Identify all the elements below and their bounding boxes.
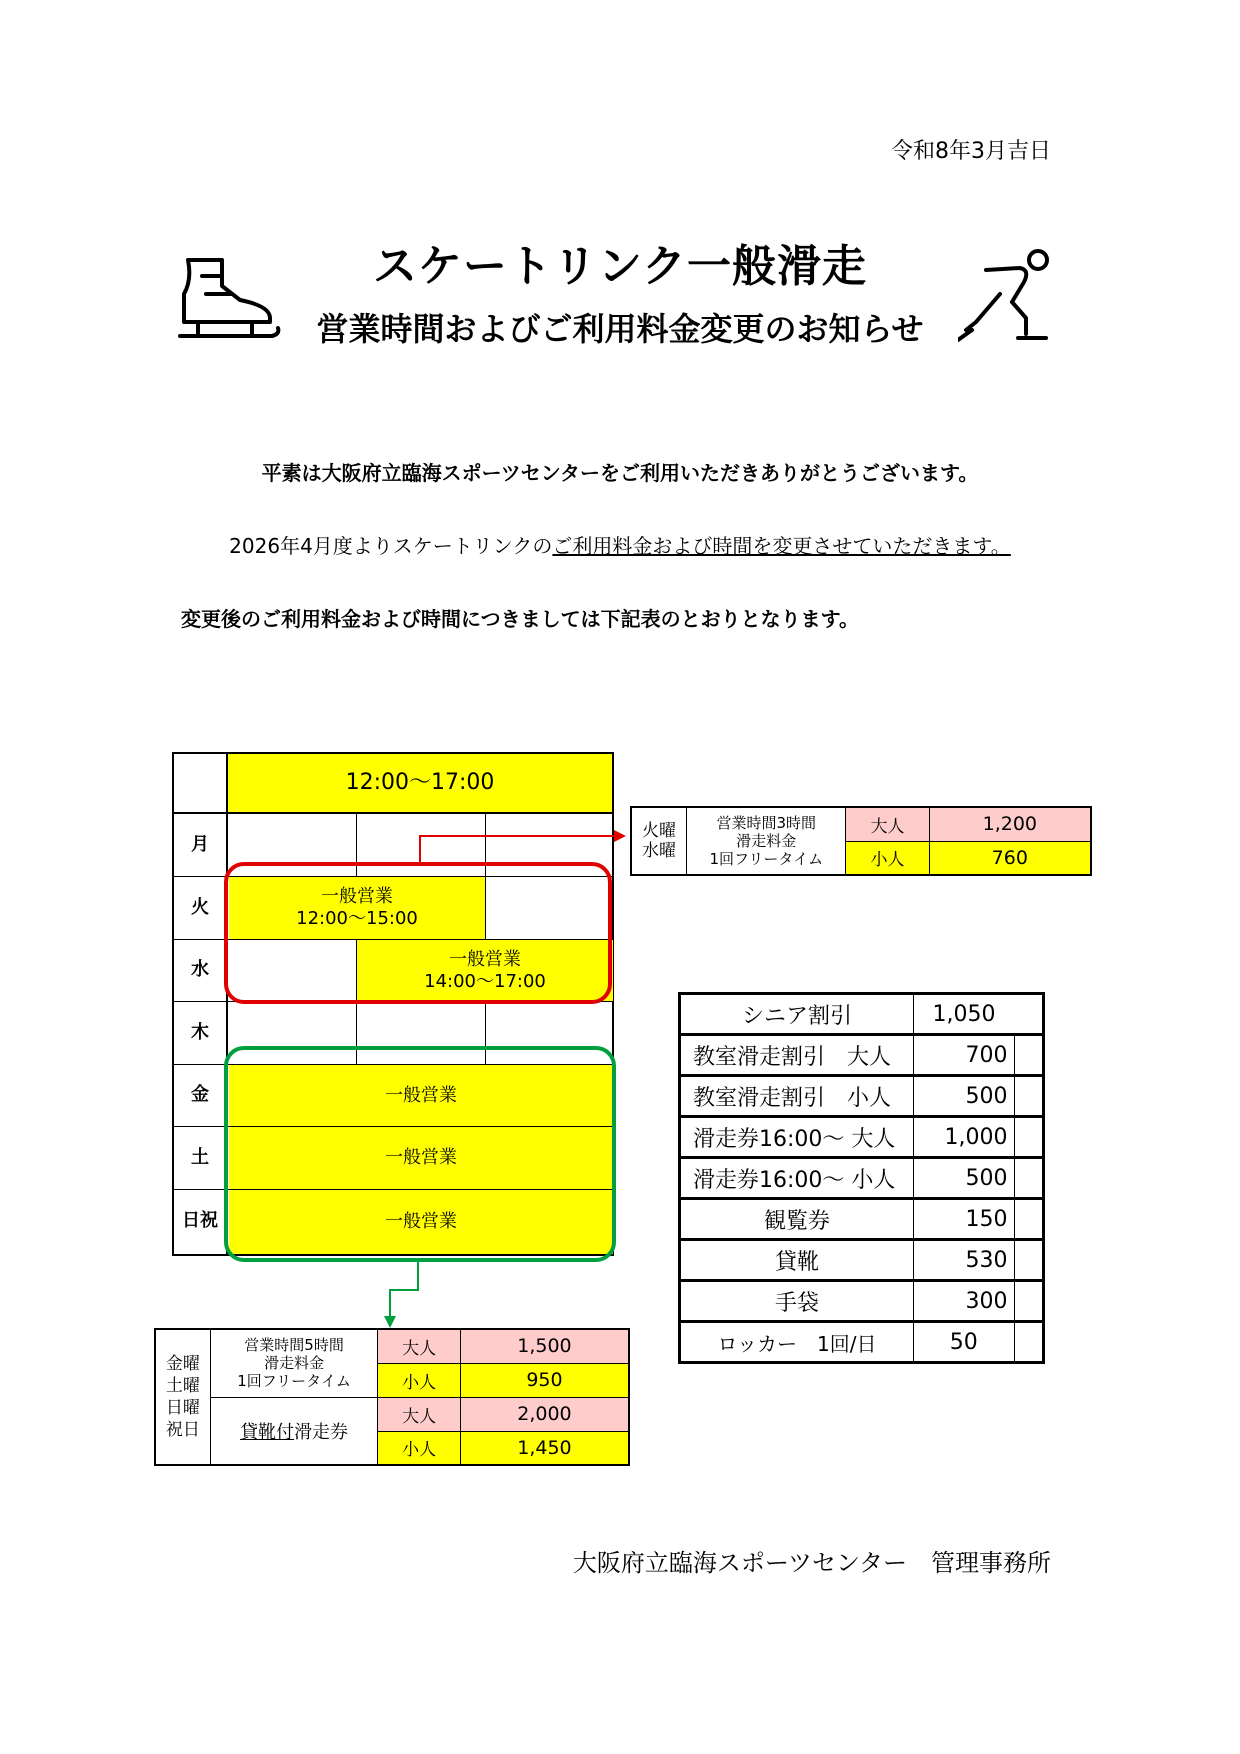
fee-label: 手袋 bbox=[680, 1281, 914, 1322]
child-label: 小人 bbox=[846, 841, 929, 875]
fee-price: 530 bbox=[914, 1240, 1015, 1281]
weekday-fee-table bbox=[630, 806, 1092, 876]
weekday-arrow bbox=[410, 822, 630, 872]
table-row bbox=[680, 1117, 1044, 1158]
child-label: 小人 bbox=[378, 1363, 460, 1397]
weekday-fee-days bbox=[631, 807, 687, 875]
fee-price: 1,050 bbox=[914, 994, 1015, 1035]
fee-label: 貸靴 bbox=[680, 1240, 914, 1281]
notice-underlined-text: ご利用料金および時間を変更させていただきます。 bbox=[552, 534, 1011, 558]
table-row bbox=[680, 1199, 1044, 1240]
weekend-arrow bbox=[380, 1260, 440, 1330]
table-row bbox=[680, 1076, 1044, 1117]
notice-text: 2026年4月度よりスケートリンクの bbox=[229, 534, 553, 558]
table-row bbox=[680, 1281, 1044, 1322]
fee-price: 700 bbox=[914, 1035, 1015, 1076]
rental-desc-rest: 滑走券 bbox=[294, 1421, 349, 1443]
adult-label: 大人 bbox=[846, 807, 929, 841]
day-wed: 水 bbox=[191, 959, 209, 980]
weekday-fee-desc bbox=[687, 807, 846, 875]
desc-line: 滑走料金 bbox=[736, 832, 797, 850]
weekend-fee-days bbox=[155, 1329, 210, 1465]
table-row bbox=[680, 1035, 1044, 1076]
fee-pad bbox=[1014, 1035, 1044, 1076]
fee-pad bbox=[1014, 1281, 1044, 1322]
desc-line: 営業時間5時間 bbox=[244, 1336, 344, 1355]
adult-label: 大人 bbox=[378, 1329, 460, 1363]
weekend-highlight-box bbox=[224, 1046, 616, 1262]
fee-day-tue: 火曜 bbox=[642, 821, 677, 841]
fee-pad bbox=[1014, 1158, 1044, 1199]
child-price: 950 bbox=[460, 1363, 629, 1397]
fee-day-sat: 土曜 bbox=[165, 1376, 200, 1396]
change-notice-paragraph bbox=[0, 530, 1240, 559]
day-mon: 月 bbox=[191, 834, 209, 855]
day-sat: 土 bbox=[191, 1146, 209, 1168]
fee-pad bbox=[1014, 1240, 1044, 1281]
fee-label: 観覧券 bbox=[680, 1199, 914, 1240]
fee-label: 教室滑走割引 大人 bbox=[680, 1035, 914, 1076]
day-sun-holiday: 日祝 bbox=[182, 1209, 218, 1231]
fee-label: シニア割引 bbox=[680, 994, 914, 1035]
reference-paragraph: 変更後のご利用料金および時間につきましては下記表のとおりとなります。 bbox=[181, 607, 859, 631]
fee-pad bbox=[1014, 1322, 1044, 1363]
fee-pad bbox=[1014, 1076, 1044, 1117]
fee-day-sun: 日曜 bbox=[165, 1398, 200, 1418]
adult-price: 1,200 bbox=[929, 807, 1091, 841]
wed-session-time: 14:00～17:00 bbox=[424, 970, 546, 992]
schedule-header: 12:00～17:00 bbox=[228, 752, 614, 814]
page-subtitle: 営業時間およびご利用料金変更のお知らせ bbox=[316, 310, 924, 348]
grid-corner bbox=[172, 752, 228, 814]
fee-label: 滑走券16:00～ 大人 bbox=[680, 1117, 914, 1158]
weekday-highlight-box bbox=[224, 862, 612, 1004]
day-fri: 金 bbox=[191, 1084, 209, 1105]
child-label: 小人 bbox=[378, 1431, 460, 1465]
table-row bbox=[680, 1158, 1044, 1199]
fee-pad bbox=[1014, 994, 1044, 1035]
adult-price: 2,000 bbox=[460, 1397, 629, 1431]
fee-price: 500 bbox=[914, 1076, 1015, 1117]
table-row bbox=[680, 1240, 1044, 1281]
fee-price: 50 bbox=[914, 1322, 1015, 1363]
fee-day-wed: 水曜 bbox=[642, 841, 677, 861]
fee-label: ロッカー 1回/日 bbox=[680, 1322, 914, 1363]
day-thu: 木 bbox=[191, 1021, 209, 1043]
fee-pad bbox=[1014, 1117, 1044, 1158]
weekend-fee-table bbox=[154, 1328, 630, 1466]
child-price: 760 bbox=[929, 841, 1091, 875]
wed-session-label: 一般営業 bbox=[449, 948, 521, 970]
organization-name: 大阪府立臨海スポーツセンター 管理事務所 bbox=[572, 1549, 1051, 1577]
other-fees-table bbox=[678, 992, 1045, 1364]
fee-price: 300 bbox=[914, 1281, 1015, 1322]
rental-ticket-desc bbox=[210, 1397, 378, 1465]
rental-desc-underlined: 貸靴付 bbox=[240, 1421, 295, 1443]
adult-price: 1,500 bbox=[460, 1329, 629, 1363]
weekend-fee-desc bbox=[210, 1329, 378, 1397]
table-row bbox=[680, 1322, 1044, 1363]
tue-session-label: 一般営業 bbox=[321, 886, 393, 907]
child-price: 1,450 bbox=[460, 1431, 629, 1465]
fee-day-fri: 金曜 bbox=[165, 1354, 200, 1374]
desc-line: 滑走料金 bbox=[264, 1354, 325, 1373]
issue-date: 令和8年3月吉日 bbox=[891, 139, 1051, 164]
page-title: スケートリンク一般滑走 bbox=[372, 241, 868, 292]
desc-line: 営業時間3時間 bbox=[716, 814, 817, 832]
fee-label: 滑走券16:00～ 小人 bbox=[680, 1158, 914, 1199]
day-tue: 火 bbox=[191, 896, 209, 918]
tue-session-time: 12:00～15:00 bbox=[296, 908, 418, 929]
fee-price: 500 bbox=[914, 1158, 1015, 1199]
fri-session: 一般営業 bbox=[229, 1065, 613, 1126]
table-row bbox=[680, 994, 1044, 1035]
fee-price: 150 bbox=[914, 1199, 1015, 1240]
fee-label: 教室滑走割引 小人 bbox=[680, 1076, 914, 1117]
desc-line: 1回フリータイム bbox=[709, 850, 824, 868]
fee-price: 1,000 bbox=[914, 1117, 1015, 1158]
fee-day-holiday: 祝日 bbox=[165, 1420, 200, 1440]
sat-session: 一般営業 bbox=[229, 1127, 613, 1189]
sun-holiday-session: 一般営業 bbox=[229, 1190, 613, 1254]
fee-pad bbox=[1014, 1199, 1044, 1240]
desc-line: 1回フリータイム bbox=[237, 1372, 351, 1391]
greeting-paragraph: 平素は大阪府立臨海スポーツセンターをご利用いただきありがとうございます。 bbox=[261, 461, 979, 485]
adult-label: 大人 bbox=[378, 1397, 460, 1431]
